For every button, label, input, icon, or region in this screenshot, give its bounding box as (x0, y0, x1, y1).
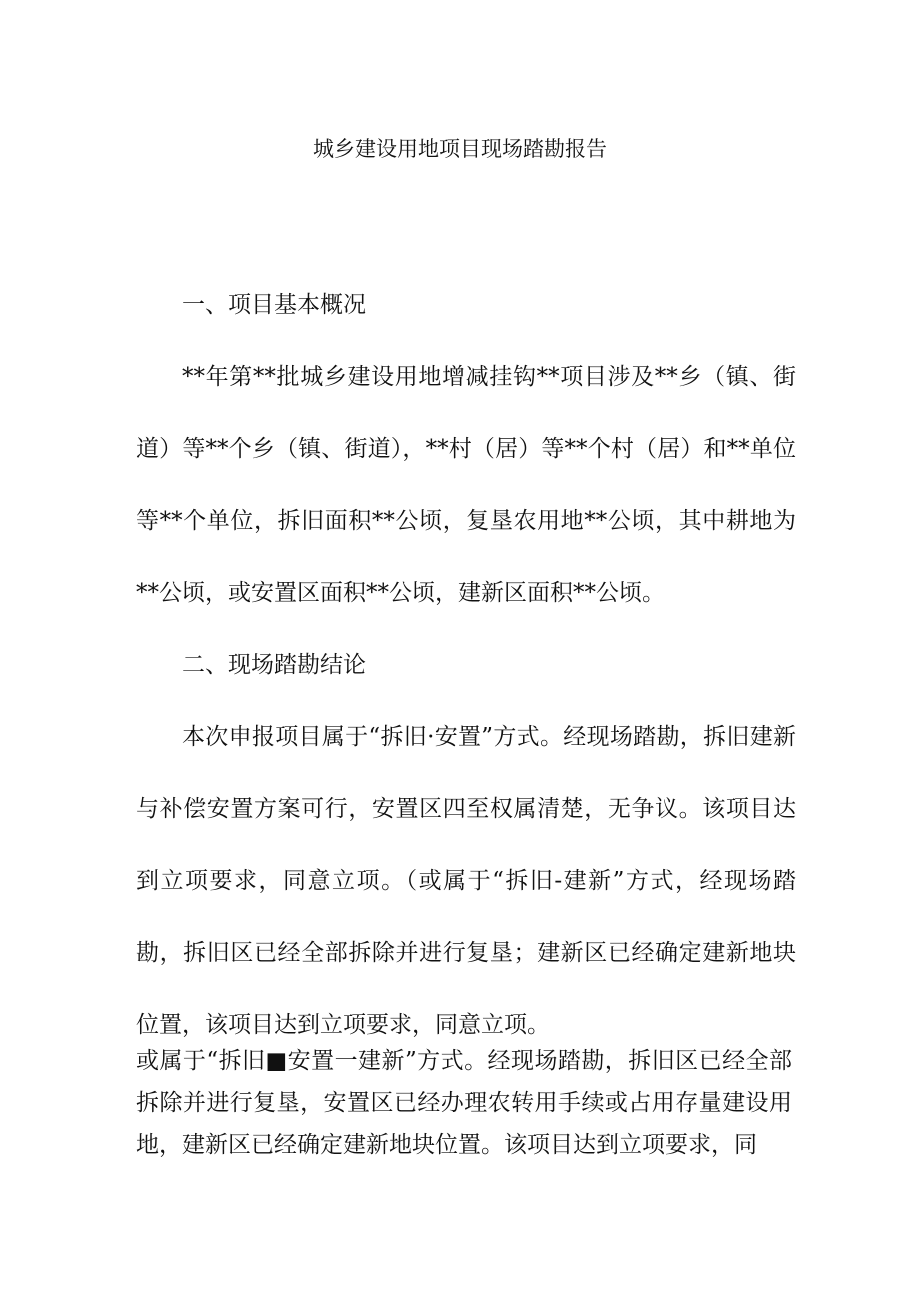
section-1-paragraph: **年第**批城乡建设用地增减挂钩**项目涉及**乡（镇、街道）等**个乡（镇、街道），**村（居）等**个村（居）和**单位等**个单位，拆旧面积**公顷，复垦农用地**公顷，其中耕地为**公顷，或安置区面积**公顷，建新区面积**公顷。 (136, 364, 796, 606)
section-2-heading: 二、现场踏勘结论 (182, 652, 366, 678)
document-body (136, 269, 796, 1061)
section-2-paragraph: 本次申报项目属于“拆旧·安置”方式。经现场踏勘，拆旧建新与补偿安置方案可行，安置区四至权属清楚，无争议。该项目达到立项要求，同意立项。（或属于“拆旧-建新”方式，经现场踏勘，拆旧区已经全部拆除并进行复垦；建新区已经确定建新地块位置，该项目达到立项要求，同意立项。 (136, 724, 796, 1038)
section-1-heading: 一、项目基本概况 (182, 292, 366, 318)
document-title: 城乡建设用地项目现场踏勘报告 (313, 137, 607, 161)
tail-paragraph: 或属于“拆旧■安置一建新”方式。经现场踏勘，拆旧区已经全部拆除并进行复垦，安置区已经办理农转用手续或占用存量建设用地，建新区已经确定建新地块位置。该项目达到立项要求，同 (136, 1048, 792, 1158)
